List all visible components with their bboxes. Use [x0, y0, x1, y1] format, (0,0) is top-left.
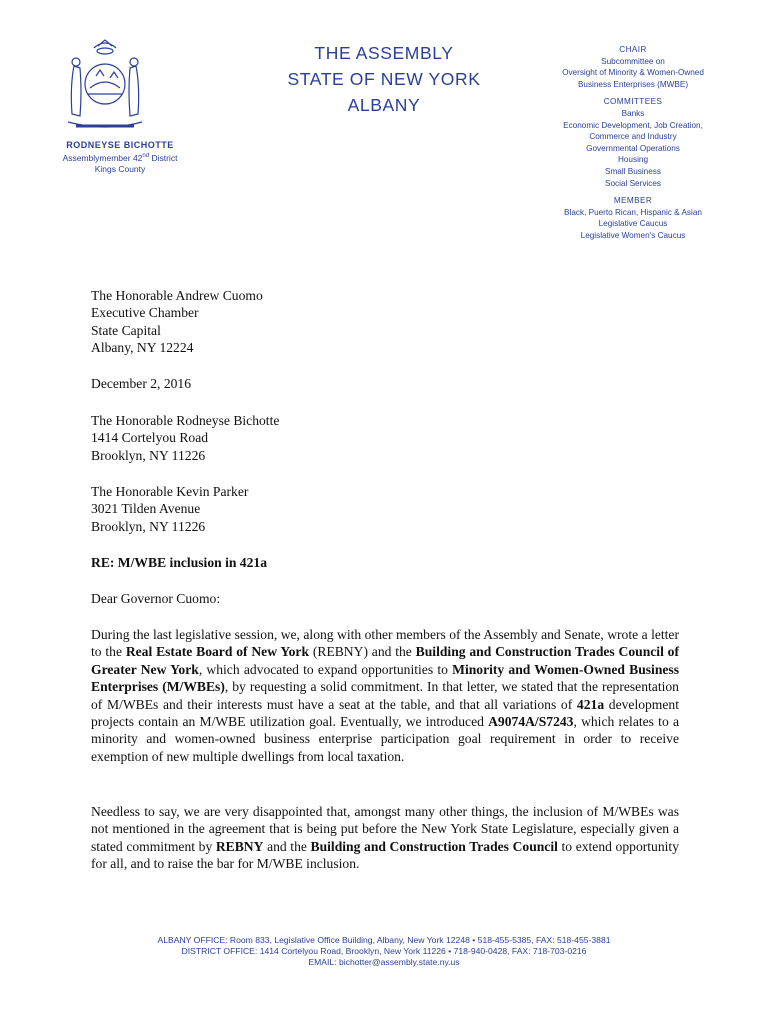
- committee-line: Social Services: [605, 178, 661, 188]
- address-line: The Honorable Kevin Parker: [91, 484, 249, 499]
- sender-title: Assemblymember 42nd District: [62, 152, 178, 163]
- letter-date: December 2, 2016: [91, 376, 192, 391]
- committee-line: Small Business: [605, 166, 661, 176]
- committees-heading: COMMITTEES: [603, 97, 663, 107]
- committee-line: Governmental Operations: [586, 143, 680, 153]
- member-heading: MEMBER: [613, 196, 653, 206]
- footer-email[interactable]: EMAIL: bichotter@assembly.state.ny.us: [308, 957, 460, 967]
- letterhead-line-3: ALBANY: [347, 95, 421, 115]
- committee-list: [548, 44, 718, 242]
- committee-line: Housing: [617, 155, 649, 165]
- paragraph-1: During the last legislative session, we, along with other members of the Assembly and Senate, wrote a letter to the Real Estate Board of New York (REBNY) and the Building and Construction Trades Council of Greater New York, which advocated to expand opportunities to Minority and Women-Owned Business Enterprises (M/WBEs), by requesting a solid commitment. In that letter, we stated that the representation of M/WBEs and their interests must have a seat at the table, and that all variations of 421a development projects contain an M/WBE utilization goal. Eventually, we introduced A9074A/S7243, which relates to a minority and women-owned business enterprise participation goal requirement in order to receive exemption of new multiple dwellings from local taxation.: [91, 627, 679, 764]
- subject-line: RE: M/WBE inclusion in 421a: [91, 555, 267, 570]
- chair-heading: CHAIR: [619, 45, 647, 54]
- sender-name: RODNEYSE BICHOTTE: [66, 140, 174, 150]
- footer-albany-office: ALBANY OFFICE: Room 833, Legislative Office Building, Albany, New York 12248 • 518-455-5385, FAX: 518-455-3881: [157, 935, 611, 945]
- footer-district-office: DISTRICT OFFICE: 1414 Cortelyou Road, Brooklyn, New York 11226 • 718-940-0428, FAX: 718-703-0216: [181, 946, 587, 956]
- recipient-address-2: [91, 412, 679, 464]
- recipient-address-1: [91, 287, 679, 357]
- letterhead-title: [264, 40, 504, 118]
- address-line: The Honorable Andrew Cuomo: [91, 288, 263, 303]
- address-line: 1414 Cortelyou Road: [91, 430, 209, 446]
- sender-county: Kings County: [94, 163, 146, 174]
- member-line: Black, Puerto Rican, Hispanic & Asian: [564, 207, 702, 217]
- sender-block: [40, 140, 200, 175]
- chair-line: Business Enterprises (MWBE): [577, 79, 689, 89]
- address-line: 3021 Tilden Avenue: [91, 501, 201, 517]
- address-line: Brooklyn, NY 11226: [91, 447, 206, 463]
- chair-line: Oversight of Minority & Women-Owned: [562, 68, 704, 78]
- chair-line: Subcommittee on: [601, 56, 665, 66]
- letterhead-line-1: THE ASSEMBLY: [314, 43, 454, 63]
- committee-line: Economic Development, Job Creation,: [563, 120, 703, 130]
- footer-contact: [60, 935, 708, 968]
- address-line: Albany, NY 12224: [91, 340, 194, 356]
- state-seal-image: [60, 36, 150, 136]
- address-line: Executive Chamber: [91, 305, 199, 321]
- committee-line: Banks: [621, 108, 645, 118]
- address-line: Brooklyn, NY 11226: [91, 518, 206, 534]
- member-line: Legislative Women's Caucus: [580, 230, 686, 240]
- address-line: State Capital: [91, 322, 161, 338]
- salutation: Dear Governor Cuomo:: [91, 591, 221, 606]
- paragraph-2: Needless to say, we are very disappointed that, amongst many other things, the inclusion of M/WBEs was not mentioned in the agreement that is being put before the New York State Legislature, especially given a stated commitment by REBNY and the Building and Construction Trades Council to extend opportunity for all, and to raise the bar for M/WBE inclusion.: [91, 804, 679, 872]
- recipient-address-3: [91, 483, 679, 535]
- address-line: The Honorable Rodneyse Bichotte: [91, 413, 280, 428]
- committee-line: Commerce and Industry: [589, 132, 677, 142]
- member-line: Legislative Caucus: [598, 219, 668, 229]
- letterhead-line-2: STATE OF NEW YORK: [287, 69, 481, 89]
